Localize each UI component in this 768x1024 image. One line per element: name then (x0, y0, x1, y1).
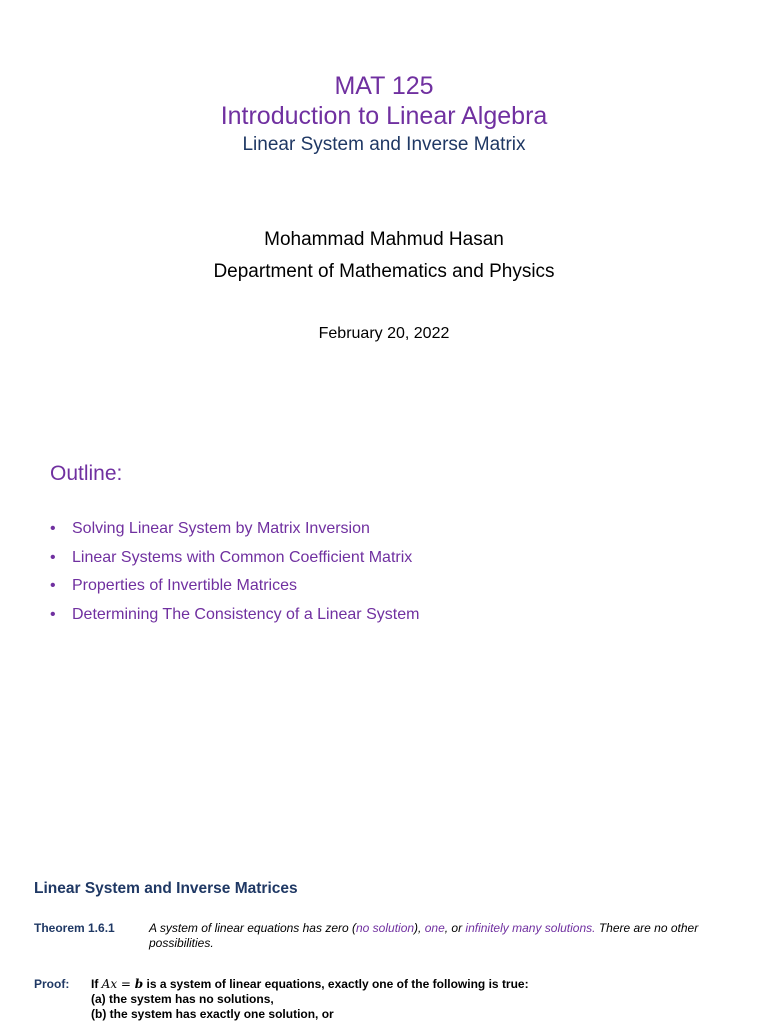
lecture-date: February 20, 2022 (318, 325, 450, 342)
proof-label: Proof: (34, 977, 70, 991)
proof-if: If (91, 977, 102, 991)
outline-item (50, 575, 419, 604)
math-equals: = (117, 977, 135, 991)
department-name: Department of Mathematics and Physics (213, 261, 555, 282)
highlight-no-solution: no solution (356, 921, 415, 935)
theorem-text-part: There are no other possibilities. (149, 921, 699, 950)
outline-item-text: Properties of Invertible Matrices (72, 577, 297, 594)
bullet-icon: • (50, 577, 56, 594)
outline-slide (0, 432, 768, 864)
proof-line-intro (91, 977, 741, 992)
outline-item-text: Determining The Consistency of a Linear System (72, 605, 420, 623)
bullet-icon: • (50, 548, 56, 566)
theorem-text-part: ), (414, 921, 425, 935)
proof-intro-rest: is a system of linear equations, exactly one of the following is true: (143, 977, 529, 991)
bullet-icon: • (50, 520, 56, 537)
theorem-text-part: A system of linear equations has zero ( (149, 921, 356, 935)
course-code: MAT 125 (334, 72, 434, 100)
math-ax: Ax (101, 977, 118, 991)
slide-title: Linear System and Inverse Matrices (34, 880, 298, 897)
theorem-statement (149, 921, 739, 951)
title-slide (0, 0, 768, 432)
proof-body (91, 977, 741, 1022)
theorem-label: Theorem 1.6.1 (34, 921, 115, 935)
outline-item (50, 604, 419, 633)
outline-item (50, 518, 419, 547)
highlight-one: one (424, 921, 445, 935)
outline-item (50, 547, 419, 576)
bullet-icon: • (50, 605, 56, 623)
author-name: Mohammad Mahmud Hasan (264, 229, 504, 250)
outline-list (50, 518, 419, 632)
proof-line-b: (b) the system has exactly one solution, or (91, 1007, 334, 1021)
theorem-text-part: , or (444, 921, 466, 935)
proof-line-a: (a) the system has no solutions, (91, 992, 274, 1006)
outline-heading: Outline: (50, 462, 123, 485)
course-title: Introduction to Linear Algebra (220, 102, 548, 130)
math-b: b (134, 977, 144, 991)
highlight-infinitely-many: infinitely many solutions. (465, 921, 596, 935)
lecture-subtitle: Linear System and Inverse Matrix (242, 134, 526, 155)
theorem-slide (0, 864, 768, 1024)
outline-item-text: Solving Linear System by Matrix Inversion (72, 520, 370, 537)
outline-item-text: Linear Systems with Common Coefficient Matrix (72, 548, 413, 566)
